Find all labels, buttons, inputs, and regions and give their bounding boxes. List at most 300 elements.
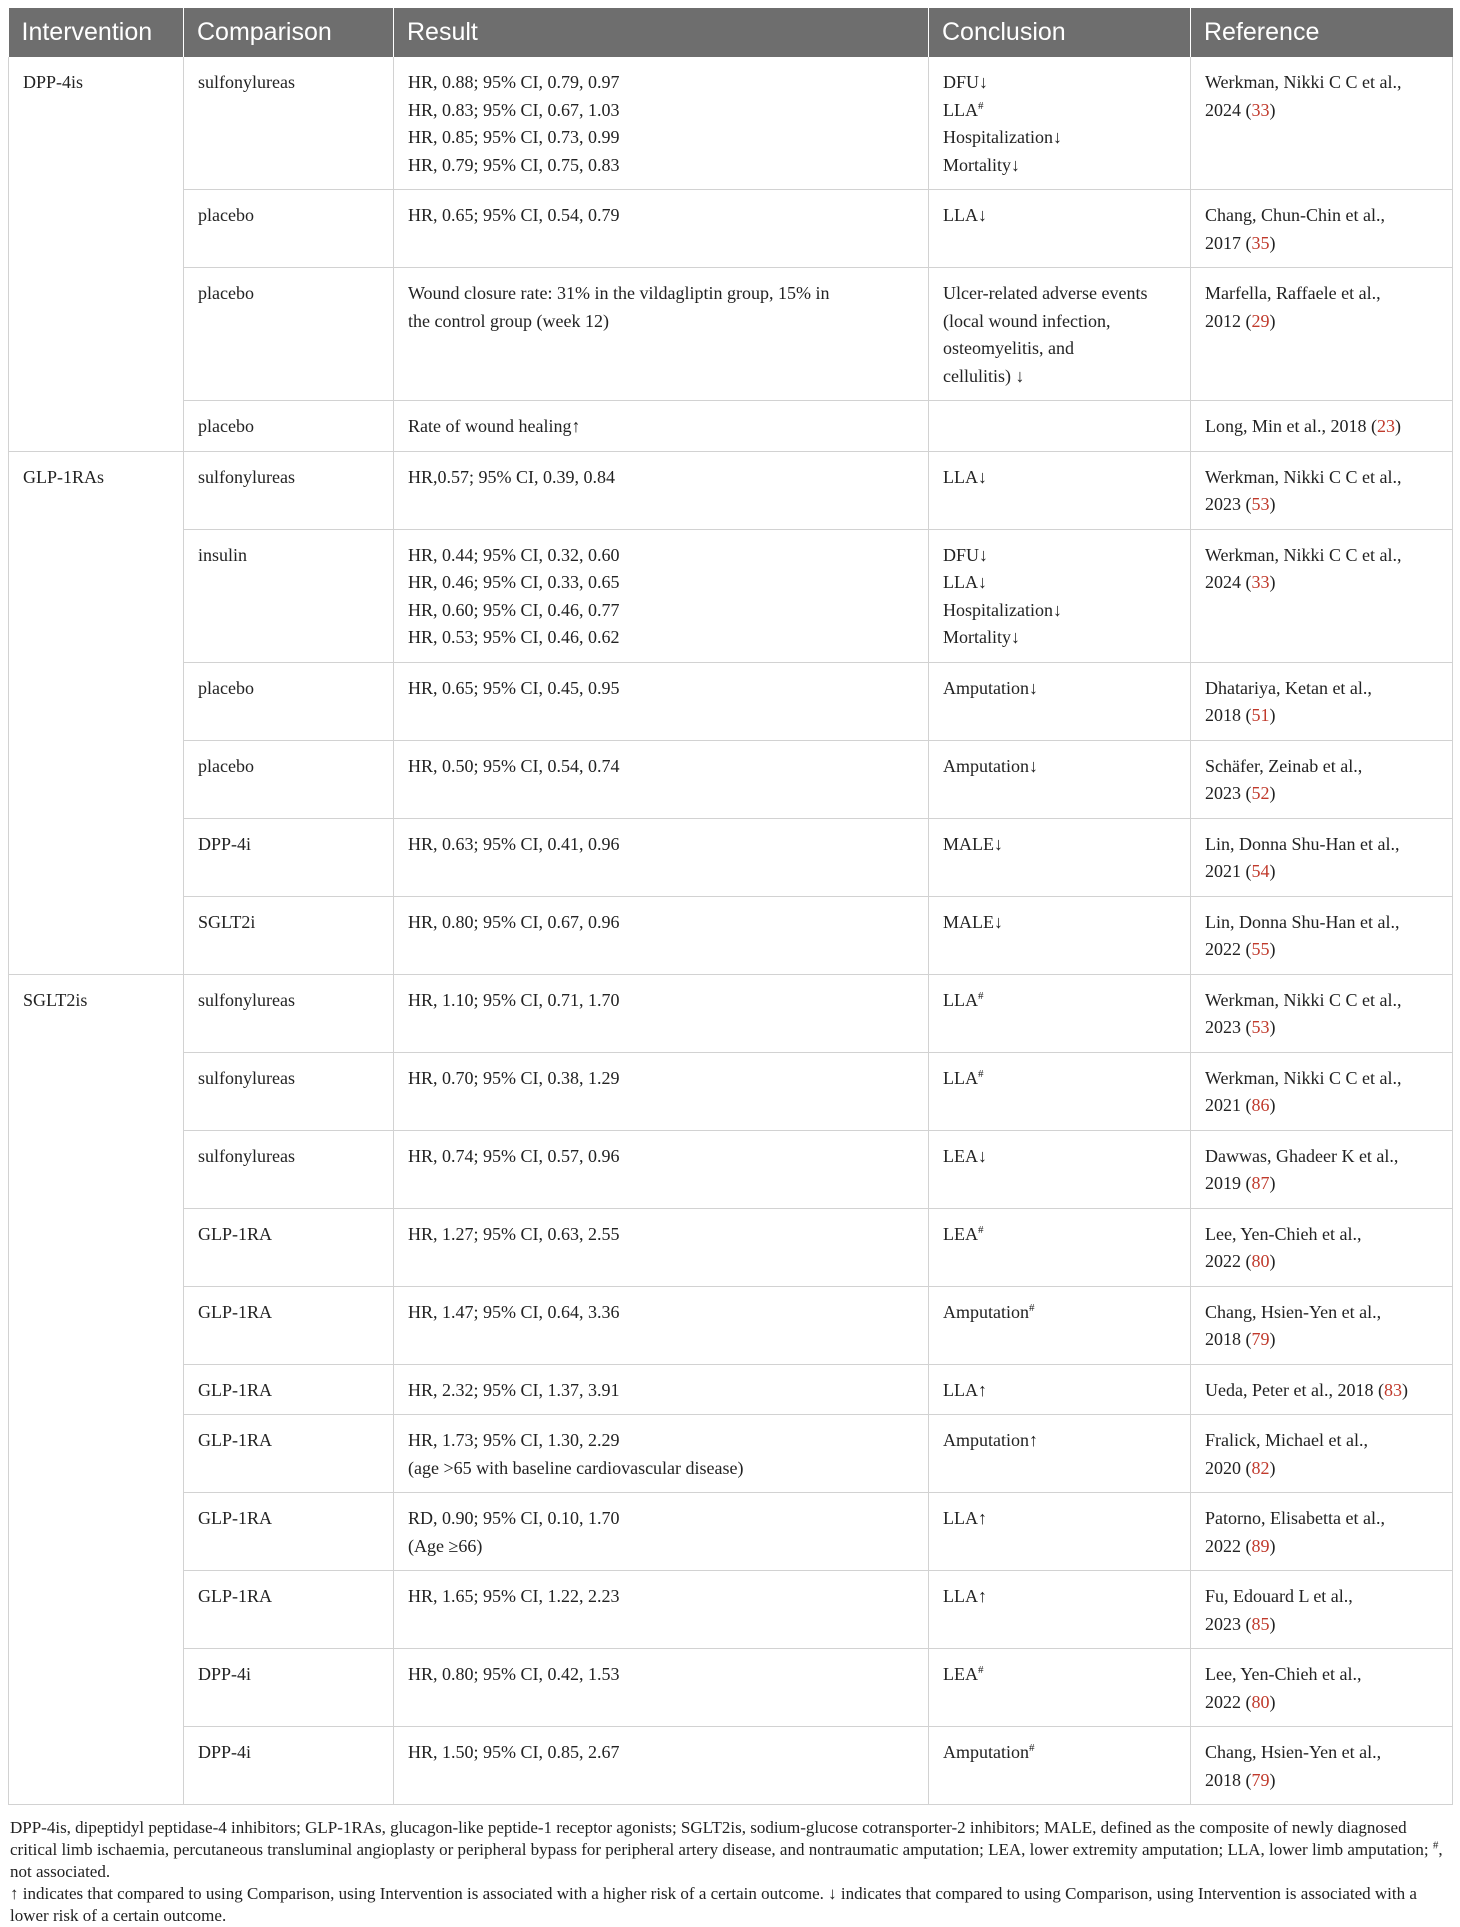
reference-close: ) <box>1269 1457 1276 1478</box>
conclusion-text: Amputation↓ <box>943 677 1038 698</box>
result-line: HR, 0.63; 95% CI, 0.41, 0.96 <box>408 833 620 854</box>
reference-text: 2022 ( <box>1205 1691 1252 1712</box>
result-cell <box>394 1208 929 1286</box>
reference-line <box>1205 464 1442 492</box>
conclusion-cell <box>929 268 1191 401</box>
conclusion-text: Mortality↓ <box>943 627 1020 647</box>
reference-text: 2021 ( <box>1205 1095 1252 1115</box>
comparison-cell: GLP-1RA <box>184 1493 394 1571</box>
conclusion-text: LLA↑ <box>943 1586 987 1606</box>
reference-text: Werkman, Nikki C C et al., <box>1205 989 1402 1010</box>
conclusion-text: LLA <box>943 1067 978 1088</box>
result-cell <box>394 1364 929 1415</box>
reference-number: 53 <box>1251 494 1270 514</box>
result-line: HR, 1.50; 95% CI, 0.85, 2.67 <box>408 1742 620 1762</box>
table-row <box>9 1286 1453 1364</box>
result-line: HR, 0.85; 95% CI, 0.73, 0.99 <box>408 127 620 147</box>
conclusion-cell <box>929 896 1191 974</box>
conclusion-line <box>943 280 1180 308</box>
reference-text: Lee, Yen-Chieh et al., <box>1205 1223 1362 1244</box>
footnote-abbreviations-end: , not associated. <box>10 1840 1443 1881</box>
reference-close: ) <box>1269 99 1276 120</box>
conclusion-line <box>943 97 1180 125</box>
comparison-cell: placebo <box>184 401 394 452</box>
conclusion-cell <box>929 1364 1191 1415</box>
conclusion-line <box>943 987 1180 1015</box>
result-line: HR, 1.47; 95% CI, 0.64, 3.36 <box>408 1301 620 1322</box>
reference-line <box>1205 491 1442 519</box>
table-row <box>9 896 1453 974</box>
not-associated-mark: # <box>1029 1301 1035 1314</box>
reference-close: ) <box>1269 494 1276 514</box>
reference-line <box>1205 1661 1442 1689</box>
reference-close: ) <box>1269 1251 1276 1271</box>
table-row <box>9 1649 1453 1727</box>
reference-number: 55 <box>1251 939 1270 959</box>
conclusion-line <box>943 1583 1180 1611</box>
result-cell <box>394 1571 929 1649</box>
not-associated-mark: # <box>978 989 984 1002</box>
conclusion-text: Amputation↓ <box>943 755 1038 776</box>
reference-cell <box>1191 1727 1453 1805</box>
reference-number: 79 <box>1251 1769 1270 1790</box>
result-line: HR,0.57; 95% CI, 0.39, 0.84 <box>408 466 615 487</box>
conclusion-cell <box>929 1052 1191 1130</box>
reference-number: 53 <box>1251 1017 1270 1037</box>
reference-number: 89 <box>1251 1535 1270 1556</box>
reference-close: ) <box>1269 232 1276 253</box>
conclusion-line <box>943 597 1180 625</box>
conclusion-text: Amputation↑ <box>943 1430 1038 1450</box>
conclusion-text: (local wound infection, <box>943 310 1111 331</box>
result-line: (age >65 with baseline cardiovascular disease) <box>408 1457 744 1478</box>
conclusion-line <box>943 1661 1180 1689</box>
reference-line <box>1205 858 1442 886</box>
result-cell <box>394 1415 929 1493</box>
comparison-cell: DPP-4i <box>184 1649 394 1727</box>
table-row <box>9 401 1453 452</box>
conclusion-line <box>943 152 1180 180</box>
result-line: HR, 1.10; 95% CI, 0.71, 1.70 <box>408 989 620 1010</box>
reference-text: Patorno, Elisabetta et al., <box>1205 1508 1385 1528</box>
reference-line <box>1205 1455 1442 1483</box>
table-row <box>9 451 1453 529</box>
result-line: Rate of wound healing↑ <box>408 416 581 436</box>
conclusion-line <box>943 202 1180 230</box>
reference-text: Werkman, Nikki C C et al., <box>1205 544 1402 565</box>
conclusion-text: MALE↓ <box>943 833 1003 854</box>
comparison-cell: placebo <box>184 268 394 401</box>
reference-text: Chang, Hsien-Yen et al., <box>1205 1301 1382 1322</box>
comparison-cell: placebo <box>184 662 394 740</box>
reference-close: ) <box>1269 783 1276 803</box>
conclusion-text: DFU↓ <box>943 544 989 565</box>
conclusion-text: LLA↑ <box>943 1508 987 1528</box>
reference-line <box>1205 69 1442 97</box>
reference-line <box>1205 280 1442 308</box>
conclusion-cell <box>929 1208 1191 1286</box>
conclusion-text: Mortality↓ <box>943 154 1020 175</box>
reference-number: 35 <box>1251 232 1270 253</box>
reference-line <box>1205 1611 1442 1639</box>
reference-close: ) <box>1269 1329 1276 1349</box>
conclusion-line <box>943 308 1180 336</box>
reference-text: Lin, Donna Shu-Han et al., <box>1205 833 1400 854</box>
reference-cell <box>1191 190 1453 268</box>
header-row <box>9 8 1453 57</box>
result-cell <box>394 57 929 190</box>
result-line: (Age ≥66) <box>408 1535 483 1556</box>
reference-close: ) <box>1269 1017 1276 1037</box>
footnote-abbreviations <box>10 1817 1450 1883</box>
conclusion-text: osteomyelitis, and <box>943 338 1074 358</box>
comparison-cell: placebo <box>184 190 394 268</box>
reference-cell <box>1191 740 1453 818</box>
result-line: HR, 0.65; 95% CI, 0.45, 0.95 <box>408 677 620 698</box>
table-footnotes <box>8 1805 1452 1927</box>
results-table <box>8 8 1453 1805</box>
result-cell <box>394 451 929 529</box>
reference-close: ) <box>1401 1379 1408 1400</box>
comparison-cell: sulfonylureas <box>184 451 394 529</box>
header-conclusion: Conclusion <box>929 8 1191 57</box>
reference-text: Marfella, Raffaele et al., <box>1205 283 1381 303</box>
result-cell <box>394 1130 929 1208</box>
conclusion-text: LEA↓ <box>943 1145 987 1166</box>
result-line: HR, 0.65; 95% CI, 0.54, 0.79 <box>408 205 620 225</box>
comparison-cell: GLP-1RA <box>184 1364 394 1415</box>
result-cell <box>394 1052 929 1130</box>
result-line: HR, 0.44; 95% CI, 0.32, 0.60 <box>408 544 620 565</box>
table-row <box>9 740 1453 818</box>
conclusion-cell <box>929 662 1191 740</box>
reference-number: 52 <box>1251 783 1270 803</box>
result-cell <box>394 529 929 662</box>
reference-text: Dawwas, Ghadeer K et al., <box>1205 1145 1399 1166</box>
conclusion-line <box>943 1739 1180 1767</box>
result-line: HR, 0.74; 95% CI, 0.57, 0.96 <box>408 1145 620 1166</box>
reference-close: ) <box>1269 572 1276 592</box>
result-cell <box>394 190 929 268</box>
reference-line <box>1205 202 1442 230</box>
result-cell <box>394 896 929 974</box>
reference-text: Werkman, Nikki C C et al., <box>1205 72 1402 92</box>
reference-cell <box>1191 1286 1453 1364</box>
header-intervention: Intervention <box>9 8 184 57</box>
reference-text: Long, Min et al., 2018 ( <box>1205 416 1377 436</box>
table-row <box>9 662 1453 740</box>
reference-line <box>1205 780 1442 808</box>
conclusion-text: cellulitis) ↓ <box>943 365 1025 386</box>
footnote-abbreviations-text: DPP-4is, dipeptidyl peptidase-4 inhibitors; GLP-1RAs, glucagon-like peptide-1 receptor agonists; SGLT2is, sodium-glucose cotransporter-2 inhibitors; MALE, defined as the composite of newly diagnosed critical limb ischaemia, percutaneous transluminal angioplasty or peripheral bypass for peripheral artery disease, and nontraumatic amputation; LEA, lower extremity amputation; LLA, lower limb amputation; <box>10 1818 1433 1859</box>
reference-text: 2020 ( <box>1205 1457 1252 1478</box>
reference-line <box>1205 569 1442 597</box>
result-cell <box>394 1649 929 1727</box>
result-line: HR, 0.88; 95% CI, 0.79, 0.97 <box>408 72 620 92</box>
result-line: HR, 1.73; 95% CI, 1.30, 2.29 <box>408 1430 620 1450</box>
conclusion-cell <box>929 1415 1191 1493</box>
conclusion-line <box>943 569 1180 597</box>
reference-number: 82 <box>1251 1457 1270 1478</box>
reference-text: 2022 ( <box>1205 939 1252 959</box>
reference-line <box>1205 702 1442 730</box>
reference-line <box>1205 1092 1442 1120</box>
comparison-cell: GLP-1RA <box>184 1571 394 1649</box>
table-container <box>8 8 1452 1927</box>
table-row <box>9 1493 1453 1571</box>
not-associated-mark: # <box>978 99 984 112</box>
conclusion-cell <box>929 451 1191 529</box>
not-associated-mark: # <box>1029 1742 1035 1754</box>
conclusion-line <box>943 124 1180 152</box>
reference-text: 2024 ( <box>1205 99 1252 120</box>
result-line: HR, 0.79; 95% CI, 0.75, 0.83 <box>408 154 620 175</box>
comparison-cell: DPP-4i <box>184 1727 394 1805</box>
reference-cell <box>1191 1493 1453 1571</box>
reference-close: ) <box>1269 705 1276 725</box>
reference-cell <box>1191 401 1453 452</box>
reference-number: 87 <box>1251 1173 1270 1193</box>
table-body <box>9 57 1453 1805</box>
reference-cell <box>1191 974 1453 1052</box>
conclusion-text: Hospitalization↓ <box>943 127 1062 147</box>
result-line: HR, 0.46; 95% CI, 0.33, 0.65 <box>408 572 620 592</box>
reference-number: 29 <box>1251 310 1270 331</box>
reference-cell <box>1191 1208 1453 1286</box>
reference-line <box>1205 230 1442 258</box>
reference-close: ) <box>1269 1769 1276 1790</box>
not-associated-mark: # <box>978 1067 984 1080</box>
conclusion-line <box>943 1427 1180 1455</box>
reference-cell <box>1191 268 1453 401</box>
conclusion-cell <box>929 401 1191 452</box>
result-line: HR, 2.32; 95% CI, 1.37, 3.91 <box>408 1379 620 1400</box>
conclusion-line <box>943 69 1180 97</box>
reference-text: 2018 ( <box>1205 705 1252 725</box>
reference-number: 85 <box>1251 1613 1270 1634</box>
reference-number: 83 <box>1383 1379 1402 1400</box>
footnote-hash-symbol: # <box>1432 1839 1439 1852</box>
reference-text: Dhatariya, Ketan et al., <box>1205 677 1372 698</box>
conclusion-line <box>943 1065 1180 1093</box>
conclusion-line <box>943 624 1180 652</box>
conclusion-line <box>943 363 1180 391</box>
reference-line <box>1205 909 1442 937</box>
comparison-cell: SGLT2i <box>184 896 394 974</box>
comparison-cell: sulfonylureas <box>184 57 394 190</box>
result-cell <box>394 818 929 896</box>
conclusion-cell <box>929 1649 1191 1727</box>
result-line: HR, 0.50; 95% CI, 0.54, 0.74 <box>408 755 620 776</box>
intervention-cell: GLP-1RAs <box>9 451 184 974</box>
reference-number: 51 <box>1251 705 1270 725</box>
reference-line <box>1205 413 1442 441</box>
result-cell <box>394 974 929 1052</box>
reference-cell <box>1191 1649 1453 1727</box>
not-associated-mark: # <box>978 1664 984 1676</box>
reference-line <box>1205 987 1442 1015</box>
reference-text: 2019 ( <box>1205 1173 1252 1193</box>
conclusion-line <box>943 1505 1180 1533</box>
reference-text: 2024 ( <box>1205 572 1252 592</box>
conclusion-text: LLA↓ <box>943 205 987 225</box>
conclusion-text: LLA <box>943 99 978 120</box>
reference-line <box>1205 1377 1442 1405</box>
reference-number: 54 <box>1251 861 1270 881</box>
reference-close: ) <box>1269 1535 1276 1556</box>
reference-line <box>1205 1427 1442 1455</box>
result-line: HR, 0.53; 95% CI, 0.46, 0.62 <box>408 627 620 647</box>
reference-close: ) <box>1269 1173 1276 1193</box>
reference-cell <box>1191 1364 1453 1415</box>
conclusion-line <box>943 1143 1180 1171</box>
table-row <box>9 529 1453 662</box>
result-line: HR, 1.27; 95% CI, 0.63, 2.55 <box>408 1223 620 1244</box>
reference-cell <box>1191 1571 1453 1649</box>
conclusion-text: LLA↓ <box>943 466 987 487</box>
reference-line <box>1205 308 1442 336</box>
comparison-cell: sulfonylureas <box>184 1052 394 1130</box>
reference-line <box>1205 1326 1442 1354</box>
reference-line <box>1205 1299 1442 1327</box>
reference-close: ) <box>1394 416 1401 436</box>
reference-cell <box>1191 529 1453 662</box>
result-cell <box>394 401 929 452</box>
conclusion-text: Hospitalization↓ <box>943 599 1062 620</box>
reference-text: 2018 ( <box>1205 1769 1252 1790</box>
reference-line <box>1205 1739 1442 1767</box>
not-associated-mark: # <box>978 1223 984 1236</box>
reference-text: 2023 ( <box>1205 494 1252 514</box>
conclusion-cell <box>929 529 1191 662</box>
table-row <box>9 818 1453 896</box>
conclusion-line <box>943 909 1180 937</box>
conclusion-text: LLA <box>943 989 978 1010</box>
reference-line <box>1205 1505 1442 1533</box>
conclusion-text: LEA <box>943 1664 978 1684</box>
reference-number: 33 <box>1251 572 1270 592</box>
reference-text: 2021 ( <box>1205 861 1252 881</box>
reference-text: 2012 ( <box>1205 310 1252 331</box>
conclusion-cell <box>929 1727 1191 1805</box>
reference-text: Ueda, Peter et al., 2018 ( <box>1205 1379 1384 1400</box>
conclusion-cell <box>929 740 1191 818</box>
conclusion-cell <box>929 1286 1191 1364</box>
reference-line <box>1205 1689 1442 1717</box>
conclusion-line <box>943 1299 1180 1327</box>
reference-line <box>1205 936 1442 964</box>
reference-cell <box>1191 818 1453 896</box>
conclusion-text: MALE↓ <box>943 911 1003 932</box>
reference-line <box>1205 1065 1442 1093</box>
conclusion-cell <box>929 57 1191 190</box>
result-line: Wound closure rate: 31% in the vildagliptin group, 15% in <box>408 283 830 303</box>
conclusion-line <box>943 1221 1180 1249</box>
conclusion-line <box>943 335 1180 363</box>
result-line: HR, 1.65; 95% CI, 1.22, 2.23 <box>408 1586 620 1606</box>
table-row <box>9 1052 1453 1130</box>
reference-cell <box>1191 57 1453 190</box>
reference-line <box>1205 753 1442 781</box>
intervention-cell: DPP-4is <box>9 57 184 451</box>
reference-text: 2023 ( <box>1205 1613 1252 1634</box>
result-line: HR, 0.80; 95% CI, 0.42, 1.53 <box>408 1664 620 1684</box>
conclusion-cell <box>929 1571 1191 1649</box>
reference-text: Werkman, Nikki C C et al., <box>1205 1067 1402 1088</box>
conclusion-line <box>943 831 1180 859</box>
result-cell <box>394 1286 929 1364</box>
conclusion-text: LLA↑ <box>943 1379 987 1400</box>
reference-close: ) <box>1269 1095 1276 1115</box>
reference-text: Chang, Hsien-Yen et al., <box>1205 1742 1382 1762</box>
table-row <box>9 268 1453 401</box>
result-line: HR, 0.80; 95% CI, 0.67, 0.96 <box>408 911 620 932</box>
conclusion-cell <box>929 818 1191 896</box>
conclusion-cell <box>929 190 1191 268</box>
reference-number: 80 <box>1251 1691 1270 1712</box>
comparison-cell: GLP-1RA <box>184 1415 394 1493</box>
conclusion-text: Amputation <box>943 1742 1029 1762</box>
conclusion-cell <box>929 974 1191 1052</box>
reference-cell <box>1191 1130 1453 1208</box>
conclusion-line <box>943 1377 1180 1405</box>
table-row <box>9 1130 1453 1208</box>
reference-number: 80 <box>1251 1251 1270 1271</box>
result-line: the control group (week 12) <box>408 310 609 331</box>
reference-number: 33 <box>1251 99 1270 120</box>
result-line: HR, 0.70; 95% CI, 0.38, 1.29 <box>408 1067 620 1088</box>
reference-text: Schäfer, Zeinab et al., <box>1205 755 1363 776</box>
reference-line <box>1205 1014 1442 1042</box>
reference-line <box>1205 1221 1442 1249</box>
reference-number: 79 <box>1251 1329 1270 1349</box>
comparison-cell: GLP-1RA <box>184 1286 394 1364</box>
comparison-cell: insulin <box>184 529 394 662</box>
reference-line <box>1205 542 1442 570</box>
conclusion-cell <box>929 1130 1191 1208</box>
comparison-cell: placebo <box>184 740 394 818</box>
conclusion-text: DFU↓ <box>943 72 989 92</box>
comparison-cell: GLP-1RA <box>184 1208 394 1286</box>
reference-line <box>1205 1583 1442 1611</box>
result-cell <box>394 662 929 740</box>
footnote-arrows: ↑ indicates that compared to using Comparison, using Intervention is associated with a higher risk of a certain outcome. ↓ indicates that compared to using Comparison, using Intervention is associated with a lower risk of a certain outcome. <box>10 1884 1417 1925</box>
comparison-cell: DPP-4i <box>184 818 394 896</box>
result-cell <box>394 268 929 401</box>
reference-line <box>1205 97 1442 125</box>
comparison-cell: sulfonylureas <box>184 974 394 1052</box>
result-line: RD, 0.90; 95% CI, 0.10, 1.70 <box>408 1508 620 1528</box>
reference-text: Chang, Chun-Chin et al., <box>1205 205 1385 225</box>
table-row <box>9 190 1453 268</box>
reference-text: 2022 ( <box>1205 1535 1252 1556</box>
reference-line <box>1205 1170 1442 1198</box>
table-row <box>9 1415 1453 1493</box>
table-header <box>9 8 1453 57</box>
reference-cell <box>1191 896 1453 974</box>
result-line: HR, 0.60; 95% CI, 0.46, 0.77 <box>408 599 620 620</box>
reference-line <box>1205 1143 1442 1171</box>
reference-close: ) <box>1269 310 1276 331</box>
reference-close: ) <box>1269 1613 1276 1634</box>
conclusion-line <box>943 675 1180 703</box>
conclusion-text: LEA <box>943 1223 978 1244</box>
reference-text: 2018 ( <box>1205 1329 1252 1349</box>
reference-line <box>1205 1248 1442 1276</box>
header-result: Result <box>394 8 929 57</box>
conclusion-line <box>943 464 1180 492</box>
intervention-cell: SGLT2is <box>9 974 184 1805</box>
